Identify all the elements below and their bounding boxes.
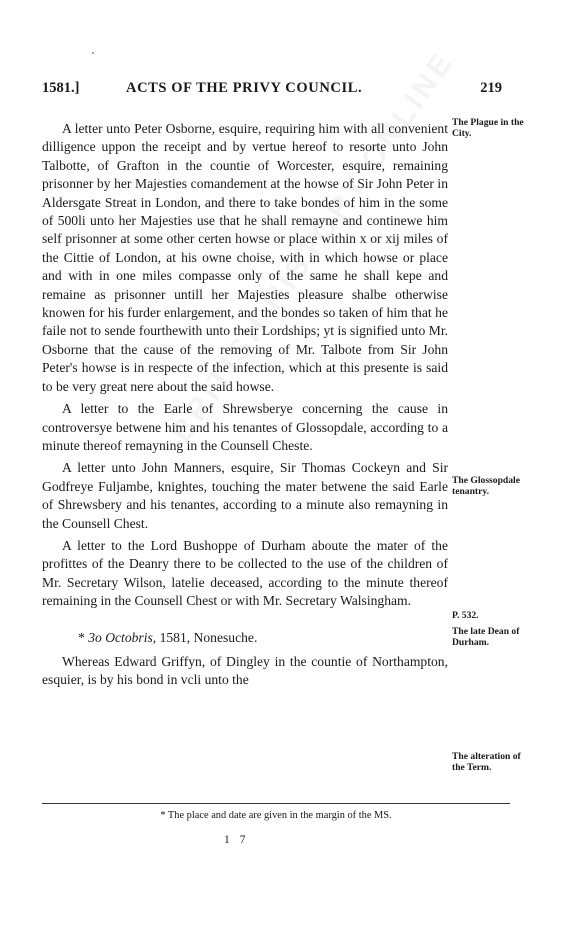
paragraph-plague: A letter unto Peter Osborne, esquire, requiring him with all convenient dilligence uppon the receipt and by vertue hereof to resorte unto John Talbotte, of Grafton in the countie of Worcester, esquire, remaining prisonner by her Majesties comandement at the howse of Sir John Peter in Aldersgate Streat in London, and there to take bondes of him in the some of 500li unto her Majesties use that he shall remayne and continewe him self prisonner at some other certen howse or place within x or xij miles of the Cittie of London, at his owne choise, with in which howse or place and with in one miles compasse only of the same he shall kepe and remaine as prisonner untill her Majesties pleasure shalbe otherwise knowen for his furder enlargement, and the bondes so taken of him that he faile not to sende fourthewith unto their Lordships; yt is signified unto Mr. Osborne that the cause of the removing of Mr. Talbote from Sir John Peter's howse is in respecte of the infection, which at this presente is said to be very great nere about the said howse. bbox=[42, 121, 448, 394]
margin-note-term: The alteration of the Term. bbox=[452, 751, 521, 773]
paragraph-durham: A letter to the Lord Bushoppe of Durham aboute the mater of the profittes of the Deanry there to be collected to the use of the children of Mr. Secretary Wilson, latelie deceased, according to the minute thereof remaining in the Counsell Chest or with Mr. Secretary Walsingham. bbox=[42, 537, 448, 609]
footnote: * The place and date are given in the margin of the MS. bbox=[160, 810, 392, 821]
date-italic: 3o Octobris, bbox=[88, 629, 157, 645]
footnote-marker: * bbox=[78, 629, 85, 645]
date-rest: 1581, Nonesuche. bbox=[156, 629, 258, 645]
header-title: ACTS OF THE PRIVY COUNCIL. bbox=[126, 80, 363, 96]
header-year: 1581.] bbox=[42, 80, 80, 96]
footnote-rule bbox=[42, 803, 510, 804]
main-text bbox=[42, 120, 448, 694]
paragraph-manners: A letter unto John Manners, esquire, Sir Thomas Cockeyn and Sir Godfreye Fuljambe, knightes, touching the mater betwene the said Earle of Shrewsbery and his tenantes, according to a minute also remayning in the Counsell Chest. bbox=[42, 460, 448, 531]
margin-note-glossopdale: The Glossopdale tenantry. bbox=[452, 475, 520, 497]
margin-note-page-ref: P. 532. bbox=[452, 610, 479, 621]
paragraph-griffyn: Whereas Edward Griffyn, of Dingley in the countie of Northampton, esquier, is by his bond in vcli unto the bbox=[42, 653, 448, 688]
margin-note-plague: The Plague in the City. bbox=[452, 117, 524, 139]
signature-mark: 17 bbox=[224, 834, 256, 846]
paragraph-shrewsbury: A letter to the Earle of Shrewsberye concerning the cause in controversye betwene him and his tenantes of Glossopdale, according to a minute thereof remayning in the Counsell Cheste. bbox=[42, 401, 448, 453]
speck bbox=[92, 52, 94, 54]
date-line bbox=[42, 629, 448, 647]
margin-note-dean: The late Dean of Durham. bbox=[452, 626, 520, 648]
page-number: 219 bbox=[480, 80, 502, 96]
